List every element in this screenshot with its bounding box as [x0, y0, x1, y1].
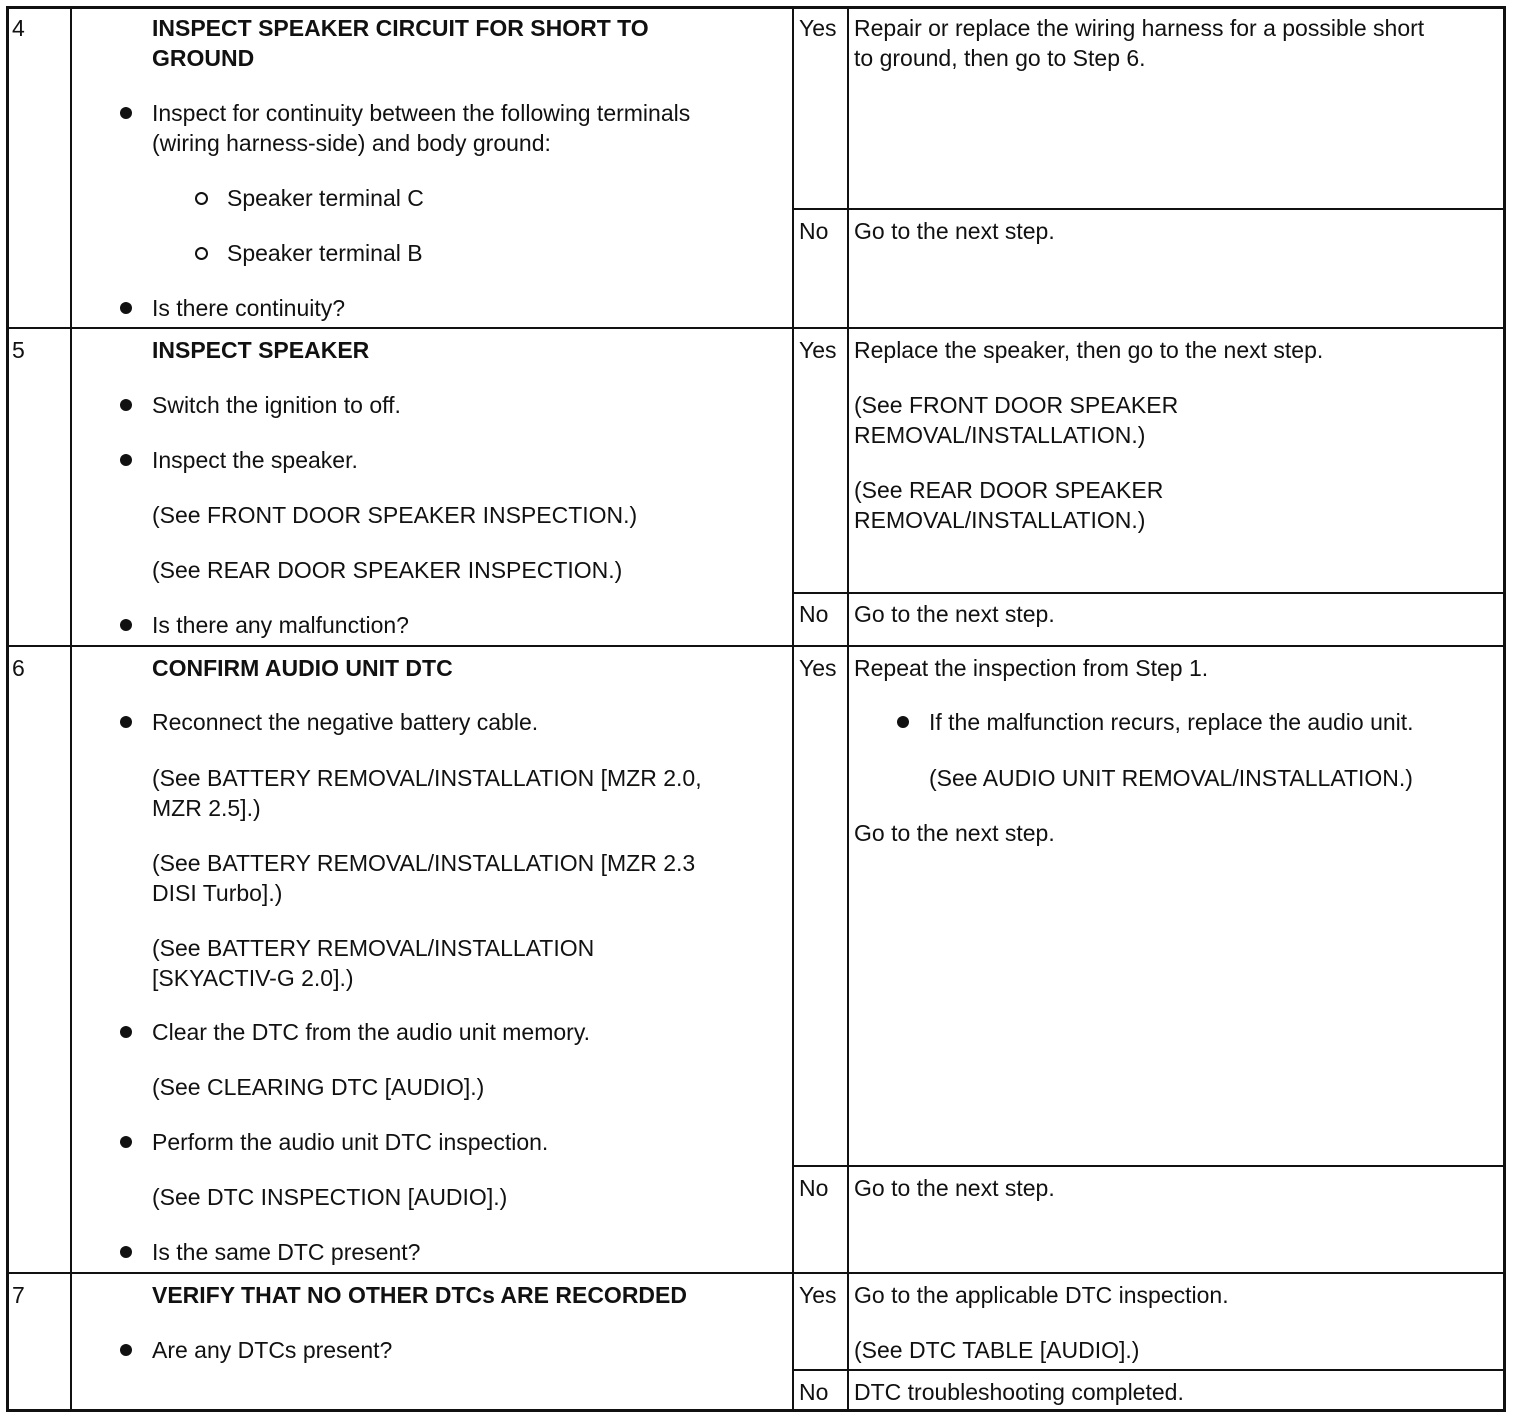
reference: REMOVAL/INSTALLATION.) [854, 507, 1146, 533]
step-title: GROUND [152, 45, 255, 71]
reference: DISI Turbo].) [152, 880, 283, 906]
no-result: Go to the next step. [854, 601, 1055, 627]
row-divider [6, 327, 1506, 329]
yes-no-divider [792, 592, 1506, 594]
step-instruction: Perform the audio unit DTC inspection. [152, 1129, 549, 1155]
bullet-icon [120, 1026, 132, 1038]
bullet-icon [120, 454, 132, 466]
bullet-icon [120, 399, 132, 411]
no-label: No [799, 218, 829, 244]
sub-item: Speaker terminal C [227, 185, 424, 211]
step-instruction: Clear the DTC from the audio unit memory. [152, 1019, 591, 1045]
no-label: No [799, 601, 829, 627]
step-question: Is there any malfunction? [152, 612, 409, 638]
reference: (See BATTERY REMOVAL/INSTALLATION [152, 935, 595, 961]
yes-label: Yes [799, 15, 837, 41]
yes-result: Go to the applicable DTC inspection. [854, 1282, 1229, 1308]
yes-no-divider [792, 208, 1506, 210]
reference: (See DTC TABLE [AUDIO].) [854, 1337, 1140, 1363]
bullet-icon [120, 302, 132, 314]
step-question: Is there continuity? [152, 295, 346, 321]
bullet-icon [120, 107, 132, 119]
sub-item: Speaker terminal B [227, 240, 423, 266]
column-divider-result [847, 6, 849, 1412]
yes-instruction: If the malfunction recurs, replace the audio unit. [929, 709, 1414, 735]
hollow-bullet-icon [195, 247, 208, 260]
step-title: INSPECT SPEAKER [152, 337, 370, 363]
no-label: No [799, 1175, 829, 1201]
step-number: 4 [12, 15, 25, 41]
bullet-icon [120, 1136, 132, 1148]
yes-result: Replace the speaker, then go to the next step. [854, 337, 1324, 363]
step-instruction: Reconnect the negative battery cable. [152, 709, 539, 735]
reference: (See DTC INSPECTION [AUDIO].) [152, 1184, 508, 1210]
yes-result: Go to the next step. [854, 820, 1055, 846]
row-divider [6, 1272, 1506, 1274]
bullet-icon [120, 619, 132, 631]
no-result: DTC troubleshooting completed. [854, 1379, 1184, 1405]
reference: (See REAR DOOR SPEAKER INSPECTION.) [152, 557, 623, 583]
no-result: Go to the next step. [854, 1175, 1055, 1201]
reference: REMOVAL/INSTALLATION.) [854, 422, 1146, 448]
column-divider-step [70, 6, 72, 1412]
yes-result: Repair or replace the wiring harness for a possible short [854, 15, 1425, 41]
step-title: INSPECT SPEAKER CIRCUIT FOR SHORT TO [152, 15, 649, 41]
hollow-bullet-icon [195, 192, 208, 205]
no-result: Go to the next step. [854, 218, 1055, 244]
step-instruction: Inspect for continuity between the following terminals [152, 100, 691, 126]
reference: (See BATTERY REMOVAL/INSTALLATION [MZR 2.0, [152, 765, 702, 791]
step-title: VERIFY THAT NO OTHER DTCs ARE RECORDED [152, 1282, 687, 1308]
yes-label: Yes [799, 655, 837, 681]
step-number: 7 [12, 1282, 25, 1308]
row-divider [6, 645, 1506, 647]
bullet-icon [120, 1344, 132, 1356]
reference: (See FRONT DOOR SPEAKER INSPECTION.) [152, 502, 638, 528]
yes-result: to ground, then go to Step 6. [854, 45, 1146, 71]
step-instruction: (wiring harness-side) and body ground: [152, 130, 551, 156]
step-question: Is the same DTC present? [152, 1239, 421, 1265]
yes-no-divider [792, 1369, 1506, 1371]
step-instruction: Switch the ignition to off. [152, 392, 401, 418]
step-number: 5 [12, 337, 25, 363]
yes-result: Repeat the inspection from Step 1. [854, 655, 1209, 681]
reference: [SKYACTIV-G 2.0].) [152, 965, 354, 991]
step-question: Are any DTCs present? [152, 1337, 393, 1363]
step-instruction: Inspect the speaker. [152, 447, 358, 473]
reference: (See AUDIO UNIT REMOVAL/INSTALLATION.) [929, 765, 1413, 791]
bullet-icon [120, 1246, 132, 1258]
bullet-icon [120, 716, 132, 728]
bullet-icon [897, 716, 909, 728]
reference: (See CLEARING DTC [AUDIO].) [152, 1074, 485, 1100]
yes-no-divider [792, 1165, 1506, 1167]
step-title: CONFIRM AUDIO UNIT DTC [152, 655, 453, 681]
column-divider-action [792, 6, 794, 1412]
reference: (See REAR DOOR SPEAKER [854, 477, 1164, 503]
yes-label: Yes [799, 337, 837, 363]
yes-label: Yes [799, 1282, 837, 1308]
reference: (See BATTERY REMOVAL/INSTALLATION [MZR 2.3 [152, 850, 696, 876]
reference: MZR 2.5].) [152, 795, 261, 821]
no-label: No [799, 1379, 829, 1405]
reference: (See FRONT DOOR SPEAKER [854, 392, 1179, 418]
step-number: 6 [12, 655, 25, 681]
